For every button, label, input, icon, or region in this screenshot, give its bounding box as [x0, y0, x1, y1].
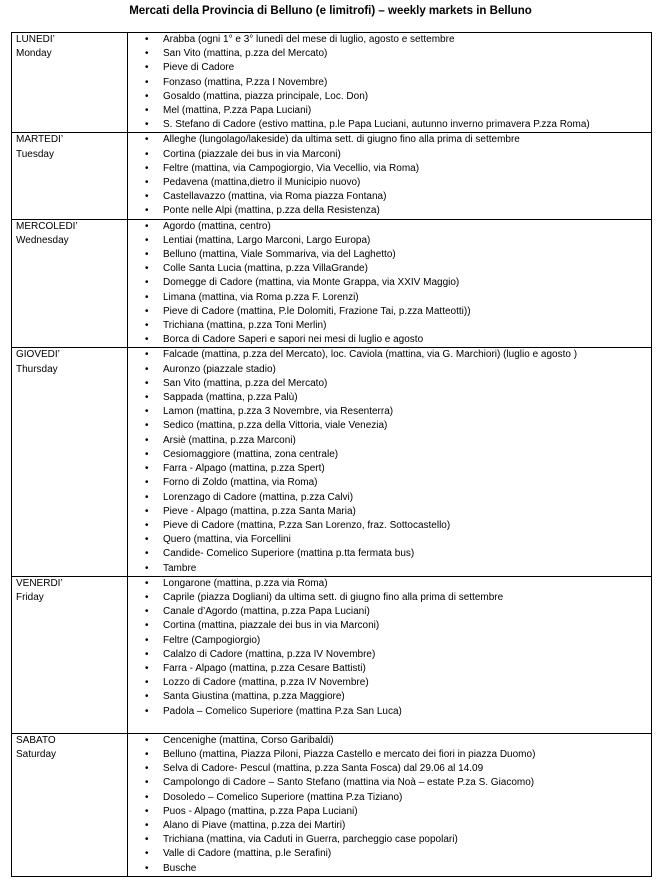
- market-item: • Lamon (mattina, p.zza 3 Novembre, via Resenterra): [128, 405, 651, 419]
- market-item: • Mel (mattina, P.zza Papa Luciani): [128, 104, 651, 118]
- market-list: [128, 734, 651, 876]
- market-item: • Puos - Alpago (mattina, p.zza Papa Luciani): [128, 805, 651, 819]
- market-item: • Pedavena (mattina,dietro il Municipio nuovo): [128, 176, 651, 190]
- market-list: [128, 33, 651, 132]
- market-item: • Alano di Piave (mattina, p.zza dei Martiri): [128, 819, 651, 833]
- market-item: • Limana (mattina, via Roma p.zza F. Lorenzi): [128, 291, 651, 305]
- market-item: • Lorenzago di Cadore (mattina, p.zza Calvi): [128, 491, 651, 505]
- market-item: • Domegge di Cadore (mattina, via Monte Grappa, via XXIV Maggio): [128, 276, 651, 290]
- market-item: • Trichiana (mattina, via Caduti in Guerra, parcheggio case popolari): [128, 833, 651, 847]
- market-item: • Gosaldo (mattina, piazza principale, Loc. Don): [128, 90, 651, 104]
- day-name-italian: VENERDI’: [16, 577, 63, 589]
- market-list: [128, 220, 651, 348]
- market-item: • Agordo (mattina, centro): [128, 220, 651, 234]
- day-cell: [12, 33, 128, 133]
- market-item: • Longarone (mattina, p.zza via Roma): [128, 577, 651, 591]
- market-item: • Lentiai (mattina, Largo Marconi, Largo Europa): [128, 234, 651, 248]
- day-name-english: Monday: [16, 48, 52, 60]
- day-row: [12, 133, 652, 219]
- day-row: [12, 733, 652, 876]
- market-item: • Valle di Cadore (mattina, p.le Serafini): [128, 847, 651, 861]
- day-cell: [12, 733, 128, 876]
- market-item: • Farra - Alpago (mattina, p.zza Spert): [128, 462, 651, 476]
- market-item: • Calalzo di Cadore (mattina, p.zza IV Novembre): [128, 648, 651, 662]
- market-list-cell: [128, 733, 652, 876]
- market-item: • Castellavazzo (mattina, via Roma piazza Fontana): [128, 190, 651, 204]
- market-list-cell: [128, 348, 652, 576]
- market-item: • Campolongo di Cadore – Santo Stefano (mattina via Noà – estate P.za S. Giacomo): [128, 776, 651, 790]
- day-row: [12, 33, 652, 133]
- markets-table-body: [12, 33, 652, 877]
- day-name-italian: MERCOLEDI’: [16, 220, 78, 232]
- market-item: • Santa Giustina (mattina, p.zza Maggiore): [128, 690, 651, 704]
- market-item: • Selva di Cadore- Pescul (mattina, p.zza Santa Fosca) dal 29.06 al 14.09: [128, 762, 651, 776]
- market-item: • Borca di Cadore Saperi e sapori nei mesi di luglio e agosto: [128, 333, 651, 347]
- market-item: • Dosoledo – Comelico Superiore (mattina P.za Tiziano): [128, 791, 651, 805]
- market-item: • Caprile (piazza Dogliani) da ultima sett. di giugno fino alla prima di settembre: [128, 591, 651, 605]
- market-item: • Cortina (mattina, piazzale dei bus in via Marconi): [128, 619, 651, 633]
- market-item: • Feltre (mattina, via Campogiorgio, Via Vecellio, via Roma): [128, 162, 651, 176]
- market-item: • Lozzo di Cadore (mattina, p.zza IV Novembre): [128, 676, 651, 690]
- day-name-english: Thursday: [16, 363, 58, 375]
- market-item: • Arabba (ogni 1° e 3° lunedì del mese di luglio, agosto e settembre: [128, 33, 651, 47]
- market-item: • Quero (mattina, via Forcellini: [128, 533, 651, 547]
- day-row: [12, 219, 652, 348]
- day-name-italian: SABATO: [16, 734, 56, 746]
- market-item: • Belluno (mattina, Viale Sommariva, via del Laghetto): [128, 248, 651, 262]
- market-item: • S. Stefano di Cadore (estivo mattina, p.le Papa Luciani, autunno inverno primavera P.zza Roma): [128, 118, 651, 132]
- market-item: • Busche: [128, 862, 651, 876]
- market-list: [128, 133, 651, 218]
- market-item: • Falcade (mattina, p.zza del Mercato), loc. Caviola (mattina, via G. Marchiori) (luglio e agosto ): [128, 348, 651, 362]
- market-item: • Cesiomaggiore (mattina, zona centrale): [128, 448, 651, 462]
- market-item: • Pieve - Alpago (mattina, p.zza Santa Maria): [128, 505, 651, 519]
- day-row: [12, 576, 652, 733]
- day-name-english: Tuesday: [16, 148, 54, 160]
- market-item: • Ponte nelle Alpi (mattina, p.zza della Resistenza): [128, 204, 651, 218]
- market-item: • Fonzaso (mattina, P.zza I Novembre): [128, 76, 651, 90]
- page-title: Mercati della Provincia di Belluno (e limitrofi) – weekly markets in Belluno: [129, 5, 532, 17]
- market-item: • Auronzo (piazzale stadio): [128, 363, 651, 377]
- market-item: • Sappada (mattina, p.zza Palù): [128, 391, 651, 405]
- market-list-cell: [128, 33, 652, 133]
- market-item: • Cortina (piazzale dei bus in via Marconi): [128, 148, 651, 162]
- market-item: • Alleghe (lungolago/lakeside) da ultima sett. di giugno fino alla prima di settembre: [128, 133, 651, 147]
- market-item: • Sedico (mattina, p.zza della Vittoria, viale Venezia): [128, 419, 651, 433]
- market-item: • Forno di Zoldo (mattina, via Roma): [128, 476, 651, 490]
- day-cell: [12, 219, 128, 348]
- day-name-english: Friday: [16, 591, 44, 603]
- market-item: • Padola – Comelico Superiore (mattina P.za San Luca): [128, 705, 651, 719]
- market-item: • Cencenighe (mattina, Corso Garibaldi): [128, 734, 651, 748]
- day-name-italian: LUNEDI’: [16, 34, 55, 45]
- market-item: • San Vito (mattina, p.zza del Mercato): [128, 377, 651, 391]
- day-cell: [12, 576, 128, 733]
- market-item: • Pieve di Cadore: [128, 61, 651, 75]
- market-item: • Belluno (mattina, Piazza Piloni, Piazza Castello e mercato dei fiori in piazza Duomo): [128, 748, 651, 762]
- day-row: [12, 348, 652, 576]
- market-list-cell: [128, 133, 652, 219]
- market-list: [128, 348, 651, 575]
- day-name-english: Wednesday: [16, 234, 69, 246]
- market-item: • Farra - Alpago (mattina, p.zza Cesare Battisti): [128, 662, 651, 676]
- market-list-cell: [128, 219, 652, 348]
- market-item: • Colle Santa Lucia (mattina, p.zza VillaGrande): [128, 262, 651, 276]
- day-name-italian: MARTEDI’: [16, 134, 64, 146]
- market-item: • Tambre: [128, 562, 651, 576]
- market-item: • Trichiana (mattina, p.zza Toni Merlin): [128, 319, 651, 333]
- market-list-cell: [128, 576, 652, 733]
- market-item: • San Vito (mattina, p.zza del Mercato): [128, 47, 651, 61]
- market-item: • Candide- Comelico Superiore (mattina p.tta fermata bus): [128, 547, 651, 561]
- day-cell: [12, 348, 128, 576]
- market-list: [128, 577, 651, 719]
- day-name-english: Saturday: [16, 748, 57, 760]
- market-item: • Arsiè (mattina, p.zza Marconi): [128, 434, 651, 448]
- market-item: • Canale d’Agordo (mattina, p.zza Papa Luciani): [128, 605, 651, 619]
- market-item: • Pieve di Cadore (mattina, P.le Dolomiti, Frazione Tai, p.zza Matteotti)): [128, 305, 651, 319]
- market-item: • Feltre (Campogiorgio): [128, 634, 651, 648]
- markets-table: [11, 32, 652, 877]
- market-item: • Pieve di Cadore (mattina, P.zza San Lorenzo, fraz. Sottocastello): [128, 519, 651, 533]
- day-cell: [12, 133, 128, 219]
- day-name-italian: GIOVEDI’: [16, 349, 60, 361]
